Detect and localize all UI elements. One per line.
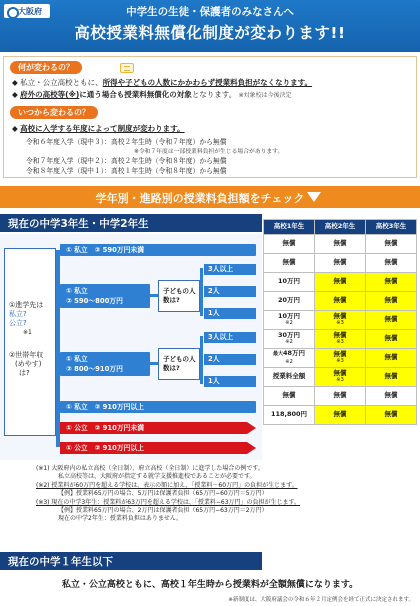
table-row [264,235,417,254]
question-income-estimate: (めやす) [15,360,42,368]
question-school: ①進学先は [9,301,44,309]
table-row [264,368,417,387]
table-cell: 授業料全額 [264,368,315,387]
table-cell: 無償 ※3 [315,311,366,330]
footnotes [36,465,416,524]
table-cell: 無償 [366,273,417,292]
question-box [4,248,56,436]
logo-text: 大阪府 [18,6,42,16]
what-line-1: ◆ 私立・公立高校ともに、所得や子どもの人数にかかわらず授業料負担がなくなります。 [12,78,313,87]
legislation-note: ※新制度は、大阪府議会の令和６年２月定例会を経て正式に決定されます。 [228,597,414,603]
footnote: 私立高校等は、大阪府が指定する就学支援推進校であることが必要です。 [58,473,256,481]
table-cell: 無償 [315,387,366,406]
footnote: (※3) 現在の中学3年生：授業料が63万円を超える学校は、「授業料−63万円」の負担が生じます。 [36,498,301,506]
what-line-2: ◆ 府外の高校等(※)に通う場合も授業料無償化の対象となります。 ※対象校は今後決定 [12,90,292,99]
branch-private-800-910: ① 私立 ② 800〜910万円 [60,352,150,376]
table-cell: 30万円 ※2 [264,330,315,349]
changes-box [3,56,417,178]
section-title: 現在の中学１年生以下 [8,556,113,568]
kids-option: 3人以上 [204,332,256,343]
branch-private-590-800: ① 私立 ② 590〜800万円 [60,284,150,308]
branch-public-under-910: ① 公立 ② 910万円未満 [60,422,247,434]
table-row [264,254,417,273]
table-cell: 無償 [264,235,315,254]
flow-connector [150,294,158,297]
kids-option: 2人 [204,354,256,365]
kids-option: 1人 [204,308,256,319]
when-line-1: ◆ 高校に入学する年度によって制度が変わります。 [12,124,185,133]
table-cell: 無償 [315,254,366,273]
branch-private-over-910: ① 私立 ② 910万円以上 [60,401,256,413]
table-cell: 無償 [366,349,417,368]
footnote: 現在の中学2年生：授業料負担はありません。 [58,515,183,523]
table-cell: 20万円 [264,292,315,311]
schedule-row: 令和７年度入学（現中２）：高校２年生時（令和８年度）から無償 [26,157,227,165]
kids-option: 2人 [204,286,256,297]
flow-connector [200,268,203,316]
branch-public-over-910: ① 公立 ② 910万円以上 [60,442,247,454]
footnote: 【例】授業料65万円の場合、2万円は保護者負担（65万円−63万円＝2万円） [58,507,268,515]
table-cell: 無償 [366,330,417,349]
table-cell: 無償 [366,406,417,425]
section-grade-3-2-header [0,214,262,232]
table-row [264,311,417,330]
grade-1-summary: 私立・公立高校ともに、高校１年生時から授業料が全額無償になります。 [61,580,359,590]
schedule-note: ※令和７年度は一部授業料負担が生じる場合があります。 [134,149,284,155]
check-banner [0,186,420,208]
schedule-row: 令和８年度入学（現中１）：高校１年生時（令和８年度）から無償 [26,167,227,175]
question-income-end: は? [19,369,30,377]
flow-connector [150,362,158,365]
section-grade-1-header [0,552,262,570]
table-row [264,330,417,349]
money-icon [120,63,134,73]
branch-private-under-590: ① 私立 ② 590万円未満 [60,244,256,256]
banner-text: 学年別・進路別の授業料負担額をチェック [95,192,305,205]
schedule-row: 令和６年度入学（現中３）：高校２年生時（令和７年度）から無償 [26,138,227,146]
table-cell: 10万円 ※2 [264,311,315,330]
table-row [264,349,417,368]
page-title: 高校授業料無償化制度が変わります!! [74,24,346,42]
question-public: 公立? [9,319,27,327]
section-title: 現在の中学3年生・中学2年生 [8,218,149,230]
table-cell: 無償 [315,406,366,425]
table-cell: 無償 ※3 [315,330,366,349]
table-cell: 無償 [366,235,417,254]
table-row [264,292,417,311]
table-row [264,406,417,425]
footnote: (※2) 授業料が60万円を超える学校は、表示の額に加え、「授業料－60万円」の負担が生じます。 [36,481,298,489]
arrow-right-icon [247,422,256,434]
when-changes-label: いつから変わるの？ [10,106,98,119]
kids-option: 1人 [204,376,256,387]
table-cell: 無償 [366,311,417,330]
column-header: 高校3年生 [366,220,417,235]
table-cell: 無償 [366,254,417,273]
question-income: ②世帯年収 [9,351,44,359]
table-cell: 無償 [264,254,315,273]
table-cell: 無償 [315,235,366,254]
table-cell: 無償 [315,292,366,311]
flow-connector [56,250,60,447]
flow-connector [200,336,203,384]
table-cell: 118,800円 [264,406,315,425]
kids-count-question: 子どもの人数は? [158,280,200,312]
table-cell: 最大48万円 ※2 [264,349,315,368]
header-subtitle: 中学生の生徒・保護者のみなさんへ [126,6,294,18]
table-cell: 無償 [366,292,417,311]
table-cell: 無償 [315,273,366,292]
table-cell: 10万円 [264,273,315,292]
tuition-table [263,219,417,425]
column-header: 高校1年生 [264,220,315,235]
arrow-right-icon [247,442,256,454]
header-banner [0,0,420,52]
question-private: 私立? [9,310,27,318]
kids-count-question: 子どもの人数は? [158,348,200,380]
question-note: ※1 [23,329,32,336]
footnote: 【例】授業料65万円の場合、5万円は保護者負担（65万円−60万円＝5万円） [58,490,268,498]
table-row [264,387,417,406]
column-header: 高校2年生 [315,220,366,235]
table-cell: 無償 ※3 [315,349,366,368]
table-row [264,273,417,292]
footnote: (※1) 大阪府内の私立高校（全日制）、府立高校（全日制）に進学した場合の例です。 [36,465,264,472]
kids-option: 3人以上 [204,264,256,275]
what-changes-label: 何が変わるの？ [10,61,82,74]
table-cell: 無償 [264,387,315,406]
arrow-down-icon [307,192,321,202]
table-cell: 無償 [366,387,417,406]
table-cell: 無償 [366,368,417,387]
table-cell: 無償 ※3 [315,368,366,387]
